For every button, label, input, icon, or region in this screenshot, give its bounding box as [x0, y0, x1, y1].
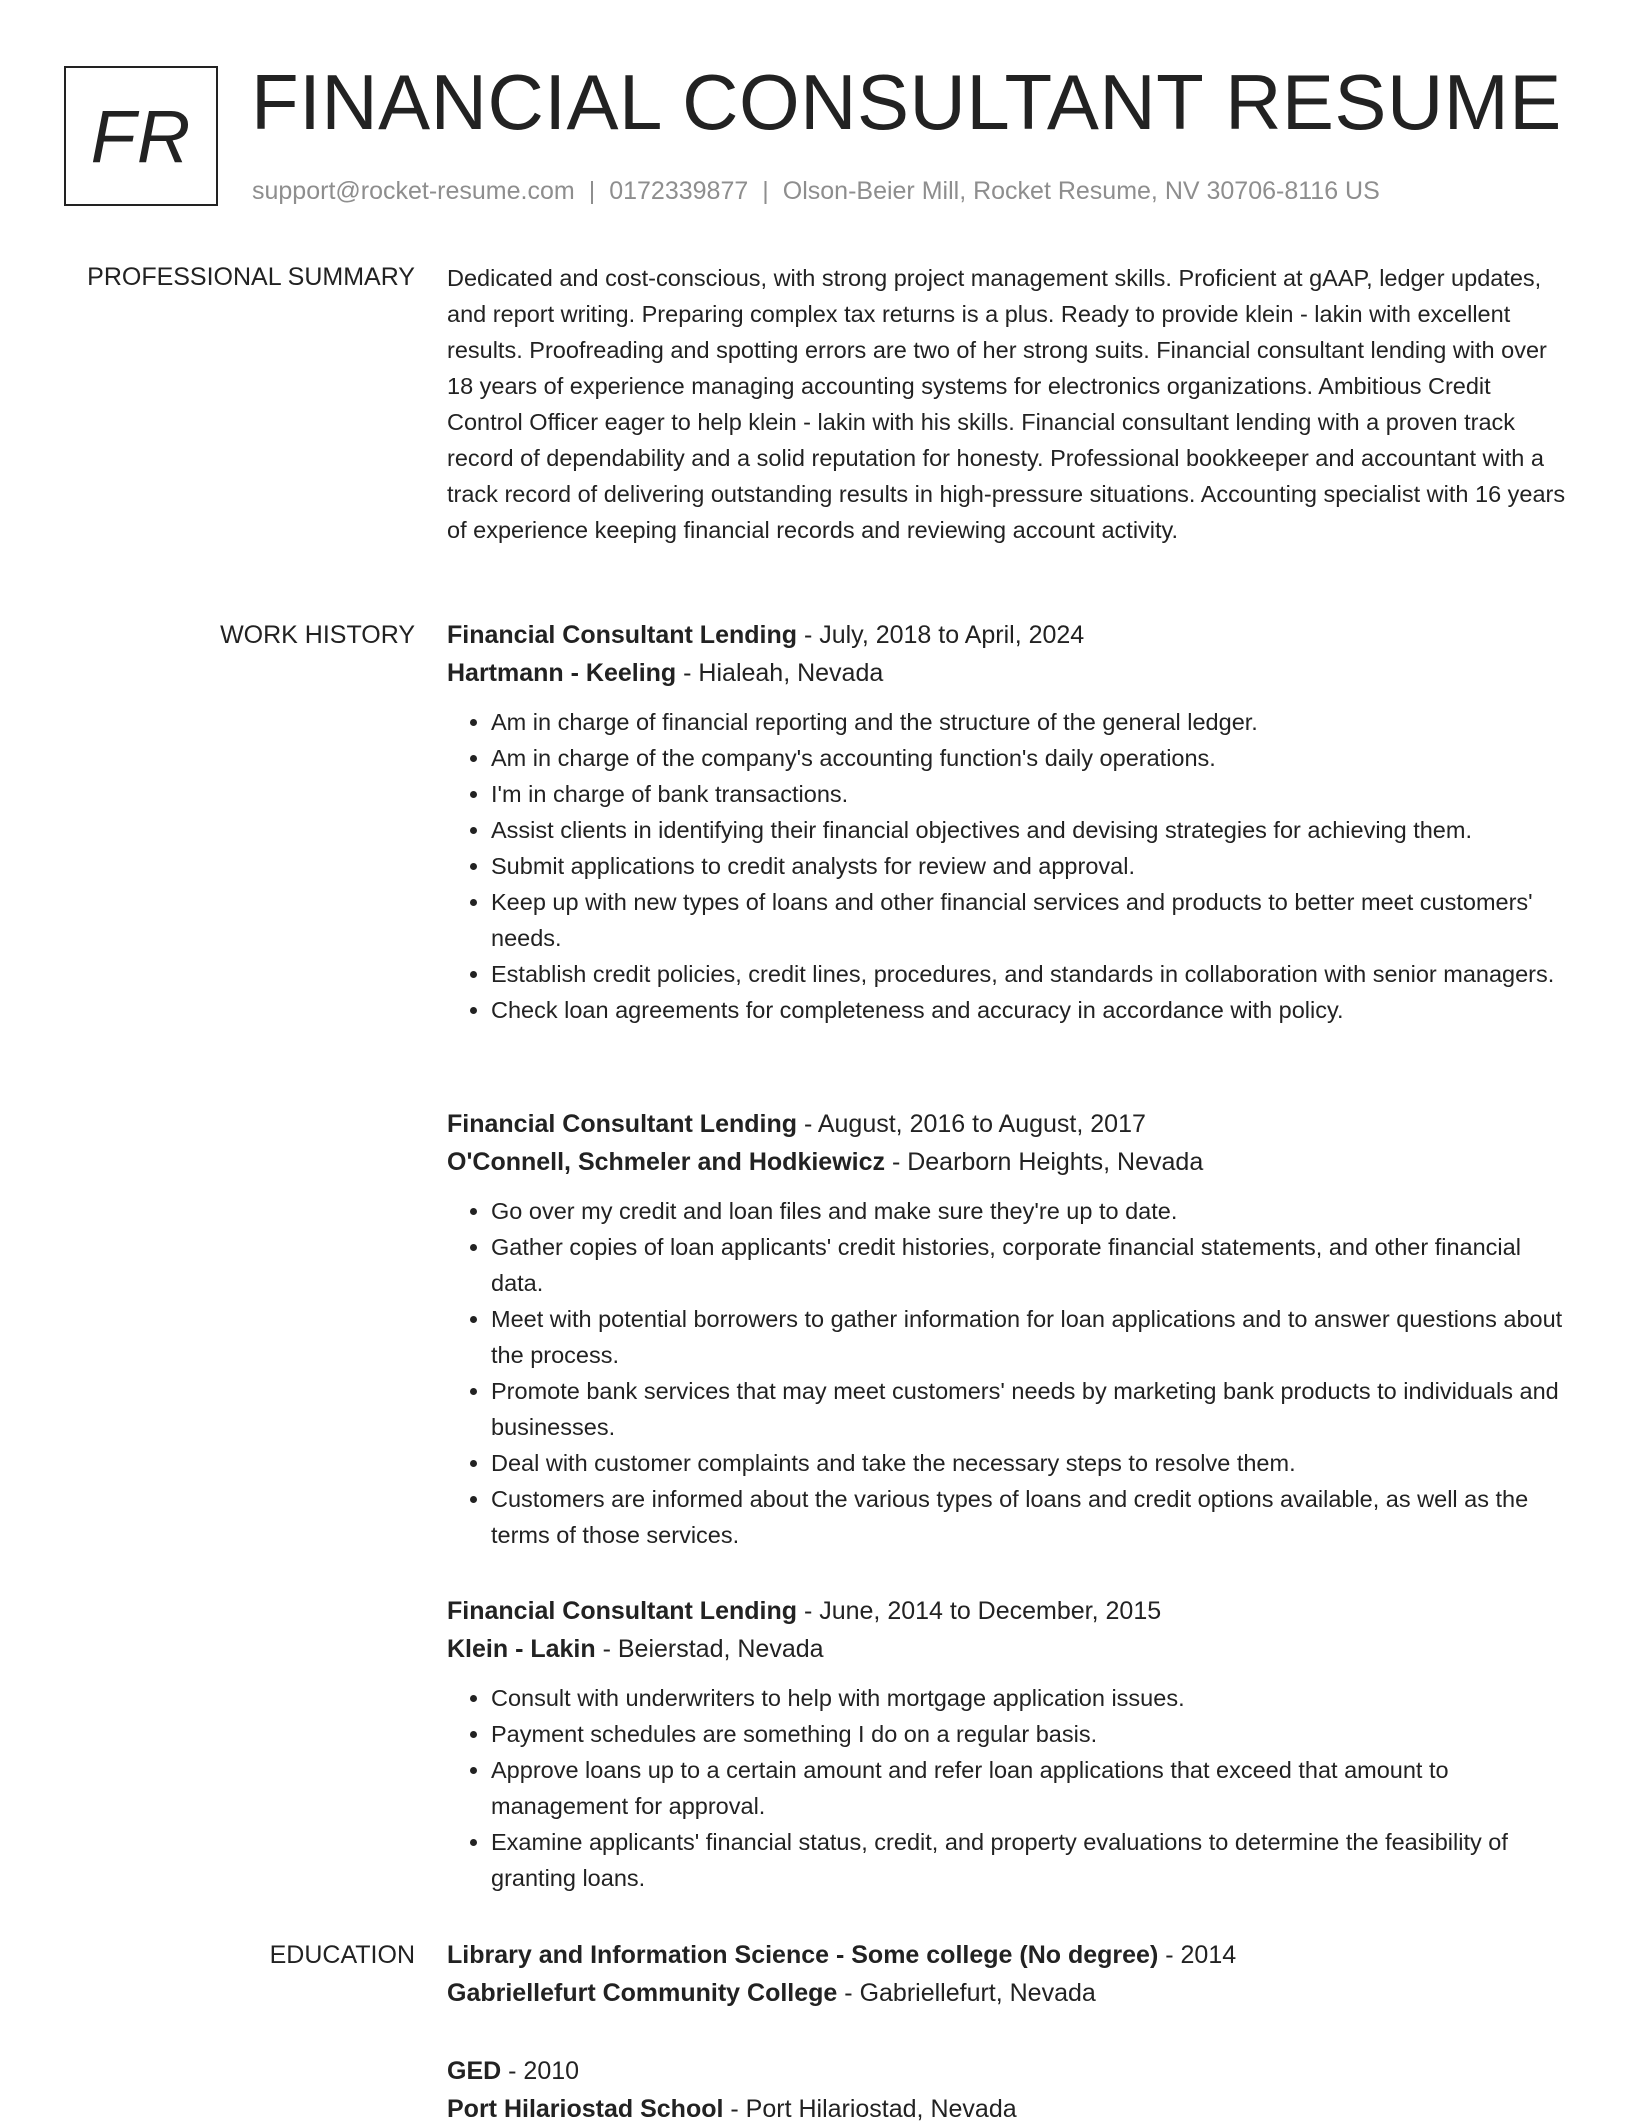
job-bullet: • Customers are informed about the various types of loans and credit options available, as well as the terms of those services. — [491, 1481, 1572, 1553]
contact-separator: | — [762, 177, 769, 205]
job-bullet: • Go over my credit and loan files and make sure they're up to date. — [491, 1193, 1572, 1229]
job-title-line — [447, 1592, 1572, 1630]
education-degree-line — [447, 2052, 1572, 2090]
job-dates: - July, 2018 to April, 2024 — [803, 621, 1085, 649]
job-bullet: • Assist clients in identifying their financial objectives and devising strategies for achieving them. — [491, 812, 1572, 848]
contact-address: Olson-Beier Mill, Rocket Resume, NV 30706-8116 US — [782, 177, 1380, 205]
job-bullets — [447, 1680, 1572, 1896]
contact-phone: 0172339877 — [609, 177, 749, 205]
job-bullet: • Gather copies of loan applicants' credit histories, corporate financial statements, and other financial data. — [491, 1229, 1572, 1301]
job-bullet: • Examine applicants' financial status, credit, and property evaluations to determine the feasibility of granting loans. — [491, 1824, 1572, 1896]
job-bullet: • Payment schedules are something I do on a regular basis. — [491, 1716, 1572, 1752]
job-location: - Hialeah, Nevada — [683, 659, 884, 687]
job-company: Klein - Lakin — [447, 1635, 596, 1663]
job-company-line — [447, 654, 1572, 692]
education-degree: GED — [447, 2057, 502, 2085]
job-bullets — [447, 704, 1572, 1028]
contact-separator: | — [588, 177, 596, 205]
job-bullet: • Check loan agreements for completeness and accuracy in accordance with policy. — [491, 992, 1572, 1028]
job-bullet: • I'm in charge of bank transactions. — [491, 776, 1572, 812]
education-entry — [447, 1936, 1572, 2012]
job-bullet: • Meet with potential borrowers to gather information for loan applications and to answer questions about the process. — [491, 1301, 1572, 1373]
job-company: Hartmann - Keeling — [447, 659, 677, 687]
education-school: Port Hilariostad School — [447, 2095, 724, 2123]
page-title: FINANCIAL CONSULTANT RESUME — [251, 58, 1562, 146]
job-bullet: • Approve loans up to a certain amount and refer loan applications that exceed that amount to management for approval. — [491, 1752, 1572, 1824]
education-location: - Gabriellefurt, Nevada — [844, 1979, 1096, 2007]
section-label-summary: PROFESSIONAL SUMMARY — [87, 263, 415, 291]
job-entry — [447, 616, 1572, 1028]
job-title-line — [447, 1105, 1572, 1143]
job-bullet: • Consult with underwriters to help with mortgage application issues. — [491, 1680, 1572, 1716]
contact-email: support@rocket-resume.com — [252, 177, 575, 205]
section-label-education: EDUCATION — [269, 1941, 415, 1969]
section-label-work-history: WORK HISTORY — [220, 621, 415, 649]
job-title: Financial Consultant Lending — [447, 1110, 797, 1138]
education-degree: Library and Information Science - Some college (No degree) — [447, 1941, 1159, 1969]
education-school: Gabriellefurt Community College — [447, 1979, 838, 2007]
education-year: - 2010 — [508, 2057, 580, 2085]
job-title: Financial Consultant Lending — [447, 621, 797, 649]
education-school-line — [447, 2090, 1572, 2128]
job-bullet: • Am in charge of financial reporting and the structure of the general ledger. — [491, 704, 1572, 740]
job-bullets — [447, 1193, 1572, 1553]
job-location: - Beierstad, Nevada — [602, 1635, 824, 1663]
education-year: - 2014 — [1165, 1941, 1237, 1969]
education-location: - Port Hilariostad, Nevada — [730, 2095, 1017, 2123]
job-bullet: • Submit applications to credit analysts for review and approval. — [491, 848, 1572, 884]
job-location: - Dearborn Heights, Nevada — [891, 1148, 1204, 1176]
job-dates: - June, 2014 to December, 2015 — [803, 1597, 1162, 1625]
contact-line — [252, 174, 1380, 208]
job-bullet: • Establish credit policies, credit lines, procedures, and standards in collaboration with senior managers. — [491, 956, 1572, 992]
summary-text: Dedicated and cost-conscious, with strong project management skills. Proficient at gAAP, ledger updates, and report writing. Preparing complex tax returns is a plus. Ready to provide klein - lakin with excellent results. Proofreading and spotting errors are two of her strong suits. Financial consultant lending with over 18 years of experience managing accounting systems for electronics organizations. Ambitious Credit Control Officer eager to help klein - lakin with his skills. Financial consultant lending with a proven track record of dependability and a solid reputation for honesty. Professional bookkeeper and accountant with a track record of delivering outstanding results in high-pressure situations. Accounting specialist with 16 years of experience keeping financial records and reviewing account activity. — [447, 265, 1566, 543]
job-company-line — [447, 1143, 1572, 1181]
job-title: Financial Consultant Lending — [447, 1597, 797, 1625]
job-dates: - August, 2016 to August, 2017 — [803, 1110, 1146, 1138]
job-bullet: • Am in charge of the company's accounting function's daily operations. — [491, 740, 1572, 776]
job-bullet: • Keep up with new types of loans and other financial services and products to better meet customers' needs. — [491, 884, 1572, 956]
job-company-line — [447, 1630, 1572, 1668]
job-bullet: • Promote bank services that may meet customers' needs by marketing bank products to individuals and businesses. — [491, 1373, 1572, 1445]
summary-section — [447, 260, 1572, 548]
job-bullet: • Deal with customer complaints and take the necessary steps to resolve them. — [491, 1445, 1572, 1481]
job-entry — [447, 1592, 1572, 1896]
job-title-line — [447, 616, 1572, 654]
education-school-line — [447, 1974, 1572, 2012]
job-company: O'Connell, Schmeler and Hodkiewicz — [447, 1148, 885, 1176]
education-entry — [447, 2052, 1572, 2128]
education-degree-line — [447, 1936, 1572, 1974]
monogram-logo: FR — [64, 66, 218, 206]
job-entry — [447, 1105, 1572, 1553]
